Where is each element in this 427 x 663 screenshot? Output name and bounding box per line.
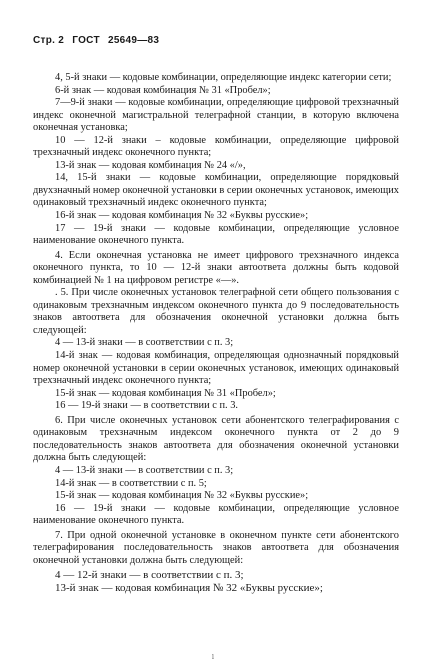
paragraph-8: 17 — 19-й знаки — кодовые комбинации, определяющие условное наименование оконечного пункта. [33, 222, 399, 247]
paragraph-2: 6-й знак — кодовая комбинация № 31 «Пробел»; [55, 84, 271, 96]
paragraph-22: 13-й знак — кодовая комбинация № 32 «Буквы русские»; [55, 581, 323, 594]
standard-label: ГОСТ [72, 35, 100, 46]
paragraph-1: 4, 5-й знаки — кодовые комбинации, определяющие индекс категории сети; [55, 72, 392, 83]
paragraph-16: 4 — 13-й знаки — в соответствии с п. 3; [55, 464, 234, 476]
paragraph-clause-6: 6. При числе оконечных установок сети абонентского телеграфирования с одинаковым трехзначным индексом оконечного пункта от 2 до 9 последовательность знаков автоответа для обозначения оконечной установки должна быть следующей: [33, 414, 399, 464]
document-body [33, 72, 399, 594]
page-header [33, 35, 164, 46]
paragraph-4: 10 — 12-й знаки – кодовые комбинации, определяющие цифровой трехзначный индекс оконечного пункта; [33, 134, 399, 159]
paragraph-12: 14-й знак — кодовая комбинация, определяющая однозначный порядковый номер оконечной установки в серии оконечных установок, имеющих одинаковый трехзначный индекс оконечного пункта; [33, 350, 399, 387]
scan-mark: ⅼ [212, 654, 214, 661]
paragraph-19: 16 — 19-й знаки — кодовые комбинации, определяющие условное наименование оконечного пункта. [33, 502, 399, 527]
paragraph-clause-4: 4. Если оконечная установка не имеет цифрового трехзначного индекса оконечного пункта, то 10 — 12-й знаки автоответа должны быть кодовой комбинацией № 1 на цифровом регистре «—». [33, 249, 399, 286]
paragraph-3: 7—9-й знаки — кодовые комбинации, определяющие цифровой трехзначный индекс оконечной магистральной телеграфной станции, в которую включена оконечная установка; [33, 97, 399, 134]
paragraph-13: 15-й знак — кодовая комбинация № 31 «Пробел»; [55, 387, 276, 399]
paragraph-14: 16 — 19-й знаки — в соответствии с п. 3. [55, 400, 239, 412]
paragraph-6: 14, 15-й знаки — кодовые комбинации, определяющие порядковый двухзначный номер оконечной установки в серии оконечных установок, имеющих одинаковый трехзначный индекс оконечного пункта; [33, 172, 399, 209]
paragraph-18: 15-й знак — кодовая комбинация № 32 «Буквы русские»; [55, 490, 309, 502]
paragraph-21: 4 — 12-й знаки — в соответствии с п. 3; [55, 569, 244, 582]
paragraph-7: 16-й знак — кодовая комбинация № 32 «Буквы русские»; [55, 210, 309, 222]
paragraph-clause-5: . 5. При числе оконечных установок телеграфной сети общего пользования с одинаковым трехзначным индексом оконечного пункта до 9 последовательность знаков автоответа для обозначения оконечной установки должна быть следующей: [33, 287, 399, 336]
paragraph-17: 14-й знак — в соответствии с п. 5; [55, 477, 207, 489]
paragraph-5: 13-й знак — кодовая комбинация № 24 «/», [55, 159, 246, 171]
paragraph-clause-7: 7. При одной оконечной установке в оконечном пункте сети абонентского телеграфирования последовательность знаков автоответа для обозначения оконечной установки должна быть следующей: [33, 529, 399, 566]
standard-number: 25649—83 [107, 35, 160, 46]
paragraph-11: 4 — 13-й знаки — в соответствии с п. 3; [55, 337, 234, 349]
page-number: Стр. 2 [33, 35, 65, 46]
